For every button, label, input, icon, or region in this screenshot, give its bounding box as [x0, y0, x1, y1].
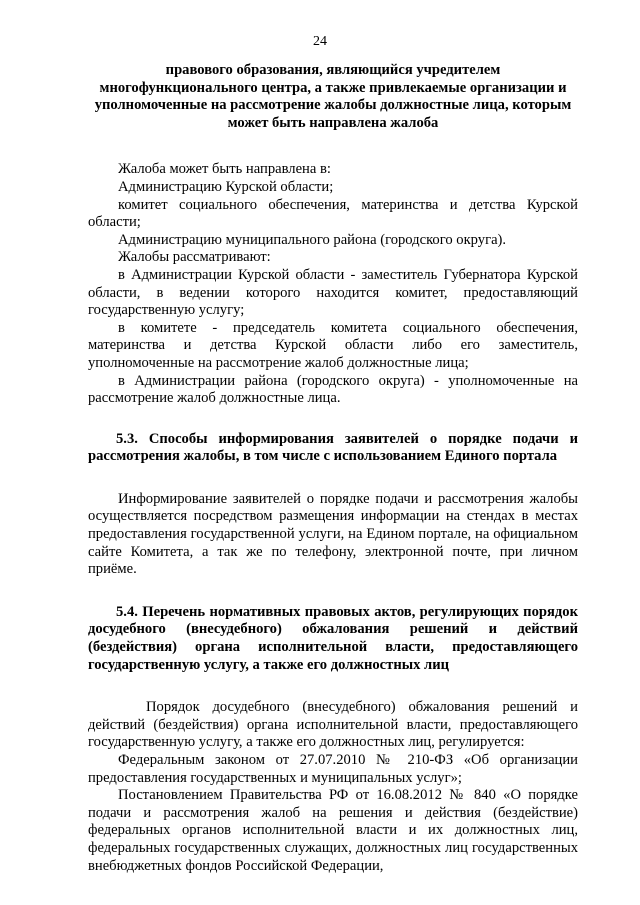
recipient-region-admin: Администрацию Курской области;: [118, 178, 334, 195]
spacer: [88, 674, 578, 699]
recipient-municipal-admin: Администрацию муниципального района (городского округа).: [118, 231, 507, 248]
recipient-committee: комитет социального обеспечения, материнства и детства Курской области;: [88, 196, 578, 231]
recipients-intro: Жалоба может быть направлена в:: [118, 161, 331, 178]
reviewer-district-admin: в Администрации района (городского округа) - уполномоченные на рассмотрение жалоб должностные лица.: [88, 372, 578, 407]
reviewer-region-admin: в Администрации Курской области - заместитель Губернатора Курской области, в ведении которого находится комитет, предоставляющий государственную услугу;: [88, 266, 578, 319]
section-continuation-heading: правового образования, являющийся учредителем многофункционального центра, а также привлекаемые организации и уполномоченные на рассмотрение жалобы должностные лица, которым может быть направлена жалоба: [94, 62, 572, 131]
section-5-4-heading: 5.4. Перечень нормативных правовых актов, регулирующих порядок досудебного (внесудебного) обжалования решений и действий (бездействия) органа исполнительной власти, предоставляющего государственную услугу, а также его должностных лиц: [88, 603, 578, 673]
spacer: [88, 132, 578, 161]
page-content: [88, 62, 578, 875]
page-number: 24: [313, 34, 327, 49]
spacer: [88, 408, 578, 431]
reviewer-committee: в комитете - председатель комитета социального обеспечения, материнства и детства Курской области либо его заместитель, уполномоченные на рассмотрение жалоб должностные лица;: [88, 319, 578, 371]
spacer: [88, 579, 578, 604]
reviewers-intro: Жалобы рассматривают:: [118, 249, 271, 266]
section-5-4-law: Федеральным законом от 27.07.2010 № 210-ФЗ «Об организации предоставления государственных и муниципальных услуг»;: [88, 752, 578, 786]
section-5-3-body: Информирование заявителей о порядке подачи и рассмотрения жалобы осуществляется посредством размещения информации на стендах в местах предоставления государственной услуги, на Едином портале, на официальном сайте Комитета, а так же по телефону, электронной почте, при личном приёме.: [88, 490, 578, 578]
section-5-4-resolution: Постановлением Правительства РФ от 16.08.2012 № 840 «О порядке подачи и рассмотрения жалоб на решения и действия (бездействие) федеральных органов исполнительной власти и их должностных лиц, федеральных государственных служащих, должностных лиц государственных внебюджетных фондов Российской Федерации,: [88, 787, 578, 874]
section-5-3-heading: 5.3. Способы информирования заявителей о порядке подачи и рассмотрения жалобы, в том числе с использованием Единого портала: [88, 430, 578, 465]
spacer: [88, 466, 578, 491]
section-5-4-paragraph: Порядок досудебного (внесудебного) обжалования решений и действий (бездействия) органа исполнительной власти, предоставляющего государственную услугу, а также его должностных лиц, регулируется:: [88, 699, 578, 751]
